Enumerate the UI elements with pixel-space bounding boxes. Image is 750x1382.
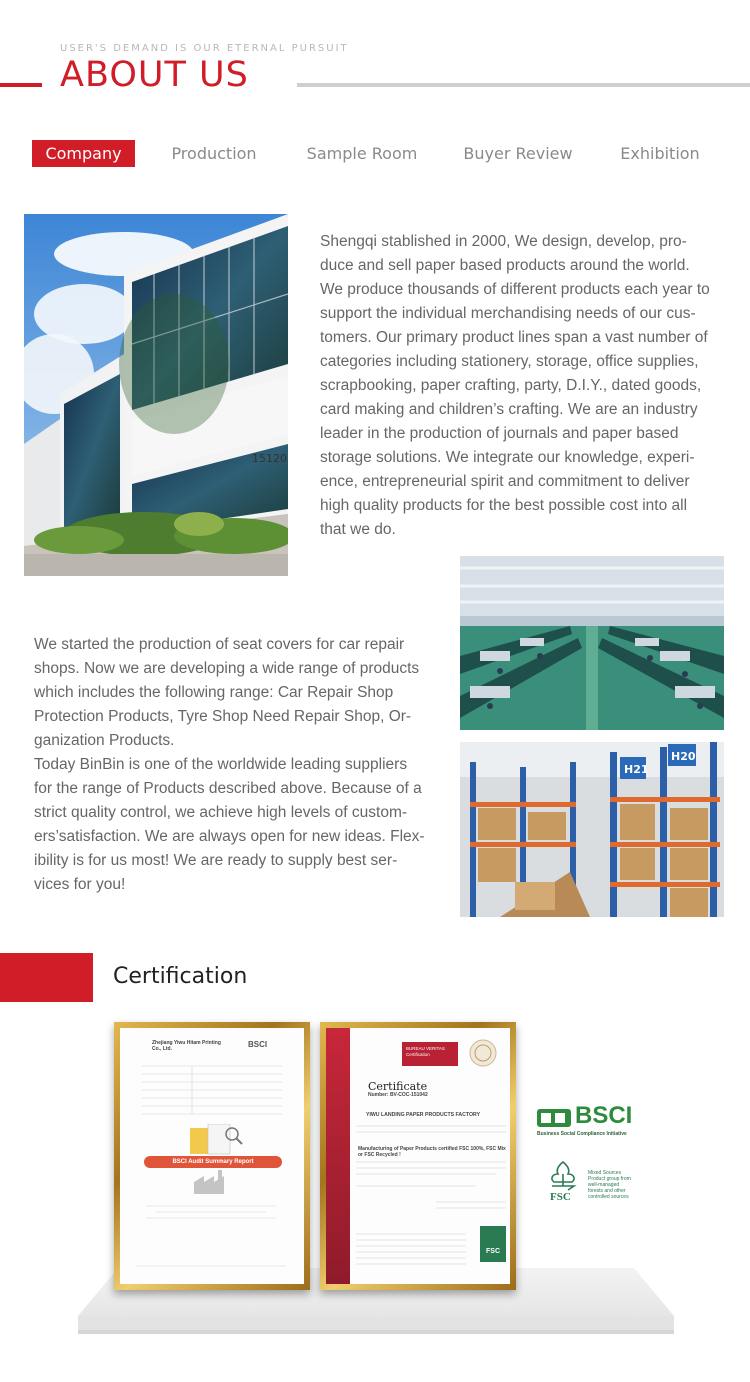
intro-line: high quality products for the best possible cost into all [320, 497, 688, 514]
production-line: for the range of Products described above. Because of a [34, 780, 422, 797]
intro-line: that we do. [320, 521, 396, 538]
fsc-certificate-frame [320, 1022, 516, 1290]
fsc-cert-number: Number: BV-COC-151042 [368, 1092, 428, 1098]
warehouse-photo [460, 742, 724, 917]
production-line: ers’satisfaction. We are always open for new ideas. Flex- [34, 828, 425, 845]
bsci-report-label: BSCI Audit Summary Report [172, 1159, 254, 1165]
intro-line: scrapbooking, paper crafting, party, D.I.Y., dated goods, [320, 377, 702, 394]
intro-line: storage solutions. We integrate our knowledge, experi- [320, 449, 695, 466]
fsc-logo-line: controlled sources [588, 1194, 629, 1200]
fsc-logo-line: well-managed [588, 1182, 620, 1188]
page-title: ABOUT US [60, 55, 249, 95]
production-line: shops. Now we are developing a wide range of products [34, 660, 420, 677]
bureau-veritas-seal-icon [468, 1038, 498, 1072]
fsc-logo-line: Product group from [588, 1176, 631, 1182]
header-tagline: USER'S DEMAND IS OUR ETERNAL PURSUIT [60, 43, 349, 54]
tab-production[interactable]: Production [171, 144, 257, 163]
fsc-logo-line: Mixed Sources [588, 1170, 622, 1176]
bsci-report-banner [144, 1156, 282, 1168]
intro-line: leader in the production of journals and paper based [320, 425, 679, 442]
fsc-tree-icon [544, 1160, 582, 1192]
certification-accent-block [0, 953, 93, 1002]
bsci-cert-logo: BSCI [248, 1040, 268, 1049]
production-line: We started the production of seat covers for car repair [34, 636, 405, 653]
building-number: 15120 [252, 452, 287, 465]
title-accent-bar [0, 83, 42, 87]
intro-line: support the individual merchandising needs of our cus- [320, 305, 696, 322]
production-line: Today BinBin is one of the worldwide leading suppliers [34, 756, 408, 773]
intro-line: Shengqi stablished in 2000, We design, develop, pro- [320, 233, 687, 250]
fsc-cert-scope: Manufacturing of Paper Products certified FSC 100%, FSC Mix or FSC Recycled ! [358, 1146, 506, 1158]
production-line: Protection Products, Tyre Shop Need Repair Shop, Or- [34, 708, 412, 725]
fsc-logo-line: forests and other [588, 1188, 626, 1194]
bsci-certificate [120, 1028, 304, 1284]
certification-title: Certification [113, 964, 248, 989]
production-line: vices for you! [34, 876, 126, 893]
bsci-logo-subtitle: Business Social Compliance Initiative [537, 1131, 627, 1137]
fsc-logo [544, 1160, 644, 1206]
intro-line: We produce thousands of different products each year to [320, 281, 710, 298]
bsci-logo [537, 1102, 633, 1142]
title-divider-bar [297, 83, 750, 87]
factory-floor-photo [460, 556, 724, 730]
intro-line: duce and sell paper based products around the world. [320, 257, 690, 274]
intro-paragraph [320, 230, 730, 542]
intro-line: tomers. Our primary product lines span a vast number of [320, 329, 708, 346]
bsci-logo-icon [537, 1105, 571, 1131]
production-paragraph [34, 633, 444, 897]
fsc-cert-sidebar [326, 1028, 350, 1284]
bsci-cert-table [142, 1064, 282, 1120]
tab-sample-room[interactable]: Sample Room [306, 144, 418, 163]
bsci-logo-text: BSCI [575, 1102, 633, 1129]
tab-exhibition[interactable]: Exhibition [620, 144, 700, 163]
bsci-certificate-frame [114, 1022, 310, 1290]
office-building-photo [24, 214, 288, 576]
intro-line: card making and children’s crafting. We are an industry [320, 401, 698, 418]
bsci-cert-footer [136, 1204, 286, 1280]
aisle-sign-right: H20 [671, 750, 696, 763]
intro-line: ence, entrepreneurial spirit and commitment to deliver [320, 473, 690, 490]
bsci-report-illustration [180, 1124, 250, 1158]
aisle-sign-left: H21 [624, 763, 649, 776]
tab-buyer-review[interactable]: Buyer Review [463, 144, 573, 163]
tab-company[interactable]: Company [32, 140, 135, 167]
production-line: which includes the following range: Car Repair Shop [34, 684, 394, 701]
production-line: strict quality control, we achieve high levels of custom- [34, 804, 408, 821]
fsc-cert-logo: FSC [486, 1248, 500, 1255]
fsc-cert-company: YIWU LANDING PAPER PRODUCTS FACTORY [366, 1112, 481, 1118]
fsc-cert-issuer: BUREAU VERITAS Certification [406, 1046, 445, 1057]
fsc-cert-logo-box [480, 1226, 506, 1262]
intro-line: categories including stationery, storage, office supplies, [320, 353, 699, 370]
fsc-cert-issuer-box [402, 1042, 458, 1066]
bsci-cert-company: Zhejiang Yiwu Hitam Printing Co., Ltd. [152, 1040, 221, 1052]
factory-icon [192, 1170, 232, 1196]
fsc-logo-text: FSC [550, 1191, 571, 1203]
fsc-logo-description [588, 1170, 648, 1200]
production-line: ganization Products. [34, 732, 175, 749]
production-line: ibility is for us most! We are ready to supply best ser- [34, 852, 398, 869]
fsc-certificate [326, 1028, 510, 1284]
fsc-cert-heading: Certificate [368, 1080, 428, 1093]
